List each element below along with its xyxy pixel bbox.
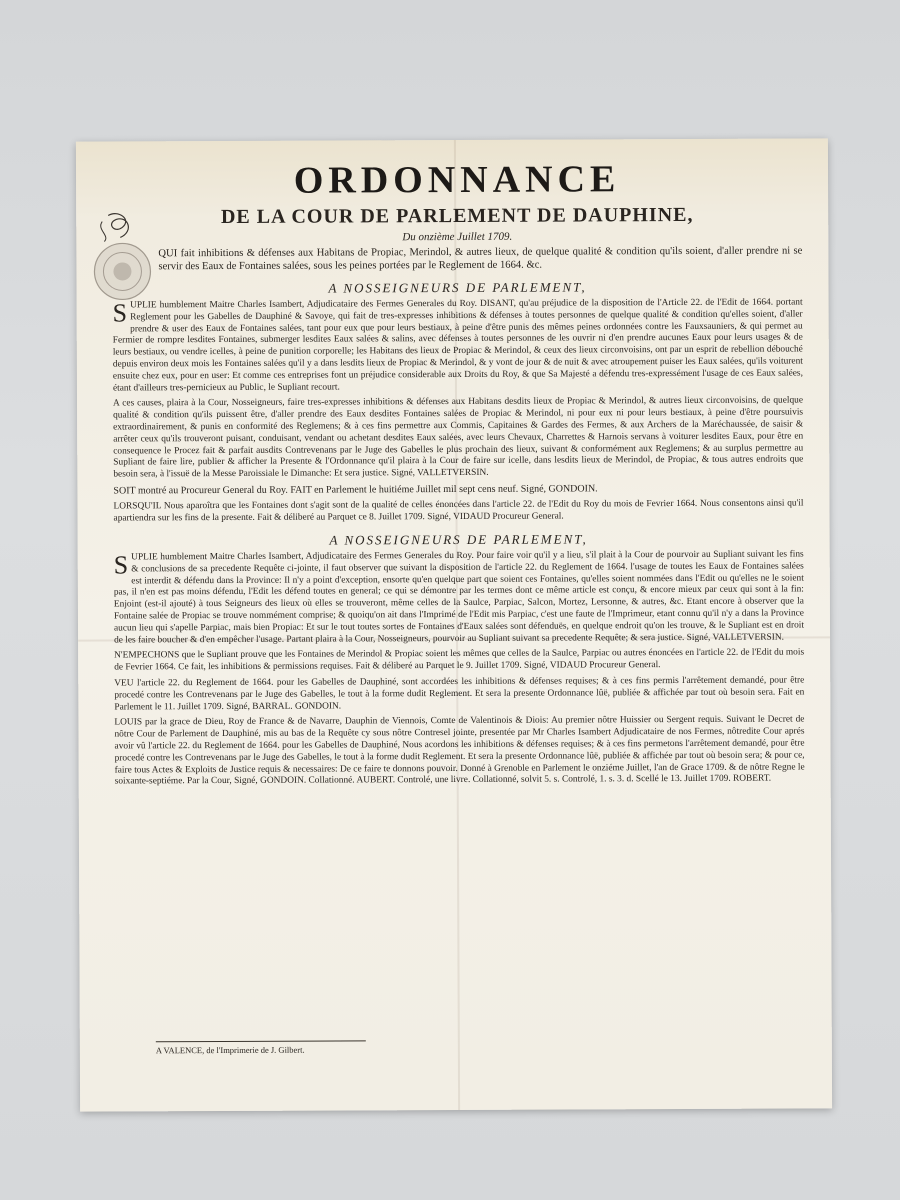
procureur-paragraph-2: N'EMPECHONS que le Supliant prouve que les Fontaines de Merindol & Propiac soient les mêmes que celles de la Saulce, Parpiac ou autres énoncées en l'article 22. de l'Edit du mois de Fevrier 1664. Ce fait, les inhibitions & permissions requises. Fait & déliberé au Parquet le 9. Juillet 1709. Signé, VIDAUD Procureur General. — [114, 647, 805, 673]
address-heading-1: A NOSSEIGNEURS DE PARLEMENT, — [328, 279, 587, 296]
document-date: Du onzième Juillet 1709. — [402, 230, 513, 244]
petition-text-3: UPLIE humblement Maitre Charles Isambert, Adjudicataire des Fermes Generales du Roy. Pour faire voir qu'il y a lieu, s'il plait à la Cour de pourvoir au Supliant suivant les fins & conclusions de sa precedente Requête ci-jointe, il faut observer que suivant la disposition de l'article 22. du Reglement de 1664. l'usage de toutes les Eaux de Fontaines salées est interdit & défendu dans la Province: Il n'y a point d'exception, ensorte qu'en quelque part que soient ces Fontaines, qu'elles soient nommées dans l'Edit ou qu'elles ne le soient pas, il n'en est pas moins défendu, l'Edit les défend toutes en general; ce qui se démontre par les termes dont ce même article est conçu, & encore mieux par ceux qui sont à la fin: Enjoint (est-il ajouté) à tous Seigneurs des lieux où elles se trouveront, même celles de la Saulce, Parpiac, Salcon, Mortez, Lersonne, & autres, &c. Etant encore à observer que la Fontaine salée de Propiac se trouve nommément comprise; & quoiqu'on ait dans l'Imprimé de l'Edit mis Parpiac, c'est une faute de l'Imprimeur, etant connu qu'il n'y a dans la Province aucun lieu qui s'apelle Parpiac, mais bien Propiac: Et sur le tout toutes sortes de Fontaines d'Eaux salées sont défenduës, en quelque endroit qu'on les trouve, & le Supliant est en droit de les faire boucher & d'en empêcher l'usage. Partant plaira à la Cour, Nosseigneurs, pourvoir au Supliant suivant sa precedente Requête; & sera justice. Signé, VALLETVERSIN. — [113, 549, 805, 646]
document-summary: QUI fait inhibitions & défenses aux Habitans de Propiac, Merindol, & autres lieux, de quelque qualité & condition qu'ils soient, d'aller prendre ni se servir des Eaux de Fontaines salées, sous les peines portées par le Reglement de 1664. &c. — [158, 245, 803, 273]
decree-paragraph: VEU l'article 22. du Reglement de 1664. pour les Gabelles de Dauphiné, sont accordées les inhibitions & défenses requises; & à ces fins permis l'arrêtement demandé, pour être procedé contre les Contrevenans par le Juge des Gabelles, le tout à la forme dudit Reglement. Et sera la presente Ordonnance lûë, publiée & affichée par tout où besoin sera. Fait en Parlement le 11. Juillet 1709. Signé, BARRAL. GONDOIN. — [114, 675, 805, 713]
printer-imprint: A VALENCE, de l'Imprimerie de J. Gilbert. — [156, 1040, 366, 1055]
petition-paragraph-3 — [114, 550, 804, 647]
page-title: ORDONNANCE — [293, 158, 621, 202]
royal-letter-paragraph: LOUIS par la grace de Dieu, Roy de France & de Navarre, Dauphin de Viennois, Comte de Valentinois & Diois: Au premier nôtre Huissier ou Sergent requis. Suivant le Decret de nôtre Cour de Parlement de Dauphiné, mis au bas de la Requête cy sous nôtre Contresel jointe, presentée par Mr Charles Isambert Adjudicataire de nos Fermes, nôtredite Cour aprés avoir vû l'article 22. du Reglement de 1664. pour les Gabelles de Dauphiné, Nous acordons les inhibitions & défenses requises; & à ces fins permetons l'arrêtement demandé, pour être procedé contre les Contrevenans par le Juge des Gabelles, le tout à la forme dudit Reglement. Et sera la presente Ordonnance lûë, publiée & affichée par tout où besoin sera; & pour ce, faire tous Actes & Exploits de Justice requis & necessaires: De ce faire te donnons pouvoir. Donné à Grenoble en Parlement le onziéme Juillet, l'an de Grace 1709. & de nôtre Regne le soixante-septiéme. Par la Cour, Signé, GONDOIN. Collationné. AUBERT. Controlé, une livre. Collationné, solvit 5. s. Controlé, 1. s. 3. d. Scellé le 13. Juillet 1709. ROBERT. — [114, 714, 805, 787]
document-body — [112, 156, 805, 792]
procureur-paragraph-1: LORSQU'IL Nous aparoîtra que les Fontaines dont s'agit sont de la qualité de celles énoncées dans l'article 22. de l'Edit du Roy du mois de Fevrier 1664. Nous consentons ainsi qu'il apartiendra sur les fins de la presente. Fait & déliberé au Parquet ce 8. Juillet 1709. Signé, VIDAUD Procureur General. — [113, 498, 804, 524]
petition-paragraph-1 — [113, 297, 803, 394]
document-sheet — [76, 138, 832, 1111]
page-subtitle: DE LA COUR DE PARLEMENT DE DAUPHINE, — [220, 203, 694, 229]
petition-text-1: UPLIE humblement Maitre Charles Isambert, Adjudicataire des Fermes Generales du Roy. DISANT, qu'au préjudice de la disposition de l'Article 22. de l'Edit de 1664. portant Reglement pour les Gabelles de Dauphiné & Savoye, qui fait de tres-expresses inhibitions & défenses à toutes personnes de quelque qualité & condition qu'elles soient, d'aller prendre & user des Eaux de Fontaines salées, tant pour eux que pour leurs bestiaux, à peine d'être punis des mêmes peines ordonnées contre les Fauxsauniers, & qui permet au Fermier de rompre lesdites Fontaines, submerger lesdites Eaux salées & salins, avec défenses à toutes personnes de les ouvrir ni d'en prendre aucunes Eaux pour leurs usages & de leurs bestiaux, ou vendre icelles, à peine de punition corporelle; les Habitans des lieux de Propiac & Merindol, & ceux des lieux circonvoisins, ont par un esprit de rebellion débouché depuis environ deux mois les Fontaines salées qu'il y a dans lesdits lieux de Propiac & Merindol, & y vont de jour & de nuit & avec atroupement puiser les Eaux salées, qu'ils voiturent ensuite chez eux, pour en user: Et comme ces entreprises font un préjudice considerable aux Droits du Roy, & que Sa Majesté a défendu tres-expressément l'usage de ces Eaux salées, étant d'ailleurs tres-pernicieux au Public, le Supliant recourt. — [112, 297, 803, 394]
order-paragraph: SOIT montré au Procureur General du Roy. FAIT en Parlement le huitiéme Juillet mil sept cens neuf. Signé, GONDOIN. — [113, 483, 598, 497]
address-heading-2: A NOSSEIGNEURS DE PARLEMENT, — [329, 531, 588, 548]
petition-paragraph-2: A ces causes, plaira à la Cour, Nosseigneurs, faire tres-expresses inhibitions & défenses aux Habitans desdits lieux de Propiac & Merindol, & autres lieux circonvoisins, de quelque qualité & condition qu'ils puissent être, d'aller prendre des Eaux desdites Fontaines salées de Propiac & Merindol, ni pour eux ni pour leurs bestiaux, à peine d'être poursuivis extraordinairement, & punis en conformité des Reglemens; & à ces fins permettre aux Commis, Capitaines & Gardes des Fermes, & aux Archers de la Maréchaussée, de saisir & arrêter ceux qu'ils trouveront puisant, conduisant, vendant ou achetant desdites Eaux salées, avec leurs Chevaux, Charrettes & Harnois servans à voiturer lesdites Eaux, pour être en consequence le Procez fait & parfait ausdits Contrevenans par le Juge des Gabelles le plus prochain des lieux, suivant & conformément aux Reglemens; & au surplus permettre au Supliant de faire lire, publier & afficher la Presente & l'Ordonnance qu'il plaira à la Cour de faire sur icelle, dans lesdits lieux de Merindol, de Propiac, & tous autres endroits que besoin sera, à l'issuë de la Messe Paroissiale le Dimanche: Et sera justice. Signé, VALLETVERSIN. — [113, 395, 804, 480]
drop-cap: S — [113, 550, 129, 580]
drop-cap: S — [112, 298, 128, 328]
